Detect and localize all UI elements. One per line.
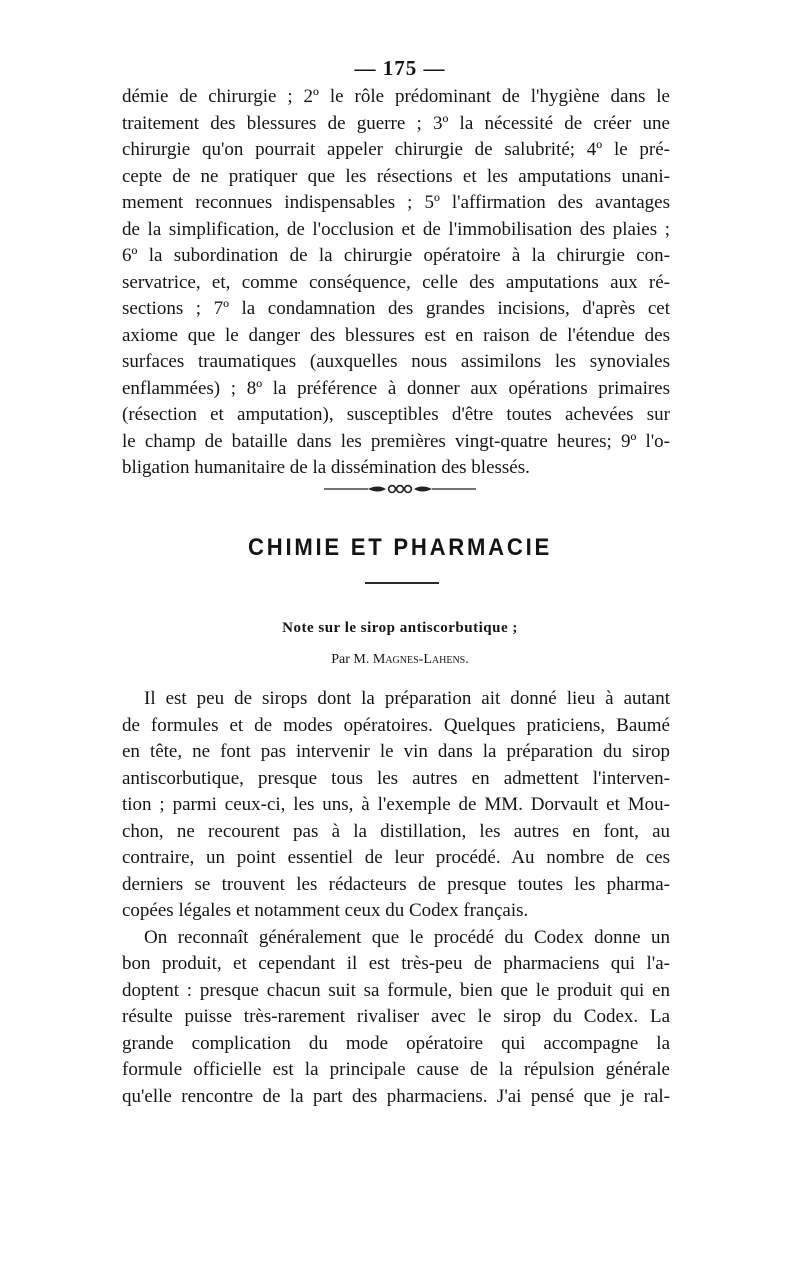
- text-line: tion ; parmi ceux-ci, les uns, à l'exemple de MM. Dorvault et Mou-: [122, 794, 670, 815]
- text-line: doptent : presque chacun suit sa formule, bien que le produit qui en: [122, 979, 670, 1001]
- text-line: résulte puisse très-rarement rivaliser avec le sirop du Codex. La: [122, 1006, 670, 1027]
- text-line: sections ; 7º la condamnation des grandes incisions, d'après cet: [122, 298, 670, 319]
- text-line: surfaces traumatiques (auxquelles nous assimilons les synoviales: [122, 351, 670, 372]
- section-rule: [365, 582, 439, 584]
- text-line: traitement des blessures de guerre ; 3º la nécessité de créer une: [122, 112, 670, 134]
- text-line: contraire, un point essentiel de leur procédé. Au nombre de ces: [122, 847, 670, 868]
- text-line: On reconnaît généralement que le procédé du Codex donne un: [144, 926, 670, 948]
- text-line: le champ de bataille dans les premières vingt-quatre heures; 9º l'o-: [122, 430, 670, 452]
- text-line: chirurgie qu'on pourrait appeler chirurgie de salubrité; 4º le pré-: [122, 139, 670, 160]
- section-title: CHIMIE ET PHARMACIE: [248, 534, 552, 561]
- text-line: mement reconnues indispensables ; 5º l'affirmation des avantages: [122, 192, 670, 213]
- text-line: axiome que le danger des blessures est en raison de l'étendue des: [122, 324, 670, 346]
- text-line: enflammées) ; 8º la préférence à donner aux opérations primaires: [122, 377, 670, 399]
- text-line: grande complication du mode opératoire qui accompagne la: [122, 1032, 670, 1054]
- text-line: Il est peu de sirops dont la préparation ait donné lieu à autant: [144, 688, 670, 709]
- text-line: servatrice, et, comme conséquence, celle des amputations aux ré-: [122, 271, 670, 293]
- author-name: Magnes-Lahens.: [372, 652, 469, 667]
- text-line: de formules et de modes opératoires. Quelques praticiens, Baumé: [122, 714, 670, 736]
- ornament-divider: [320, 482, 480, 496]
- text-line: formule officielle est la principale cause de la répulsion générale: [122, 1059, 670, 1080]
- text-line: bon produit, et cependant il est très-peu de pharmaciens qui l'a-: [122, 953, 670, 974]
- article-title: Note sur le sirop antiscorbutique ;: [282, 620, 518, 636]
- paragraph-continued: [122, 84, 670, 482]
- text-line: qu'elle rencontre de la part des pharmaciens. J'ai pensé que je ral-: [122, 1085, 670, 1107]
- author-line: [0, 652, 800, 668]
- text-line: démie de chirurgie ; 2º le rôle prédominant de l'hygiène dans le: [122, 86, 670, 107]
- text-line: derniers se trouvent les rédacteurs de presque toutes les pharma-: [122, 873, 670, 895]
- text-line: cepte de ne pratiquer que les résections et les amputations unani-: [122, 165, 670, 187]
- text-line: (résection et amputation), susceptibles d'être toutes achevées sur: [122, 404, 670, 425]
- text-line: antiscorbutique, presque tous les autres en admettent l'interven-: [122, 767, 670, 789]
- text-line: 6º la subordination de la chirurgie opératoire à la chirurgie con-: [122, 245, 670, 266]
- article-body: [122, 686, 670, 1110]
- text-line: bligation humanitaire de la dissémination des blessés.: [122, 457, 530, 478]
- text-line: de la simplification, de l'occlusion et de l'immobilisation des plaies ;: [122, 218, 670, 240]
- text-line: copées légales et notamment ceux du Codex français.: [122, 900, 529, 921]
- page-number: — 175 —: [354, 56, 446, 80]
- text-line: en tête, ne font pas intervenir le vin dans la préparation du sirop: [122, 741, 670, 762]
- text-line: chon, ne recourent pas à la distillation, les autres en font, au: [122, 820, 670, 842]
- author-prefix: Par M.: [331, 652, 370, 667]
